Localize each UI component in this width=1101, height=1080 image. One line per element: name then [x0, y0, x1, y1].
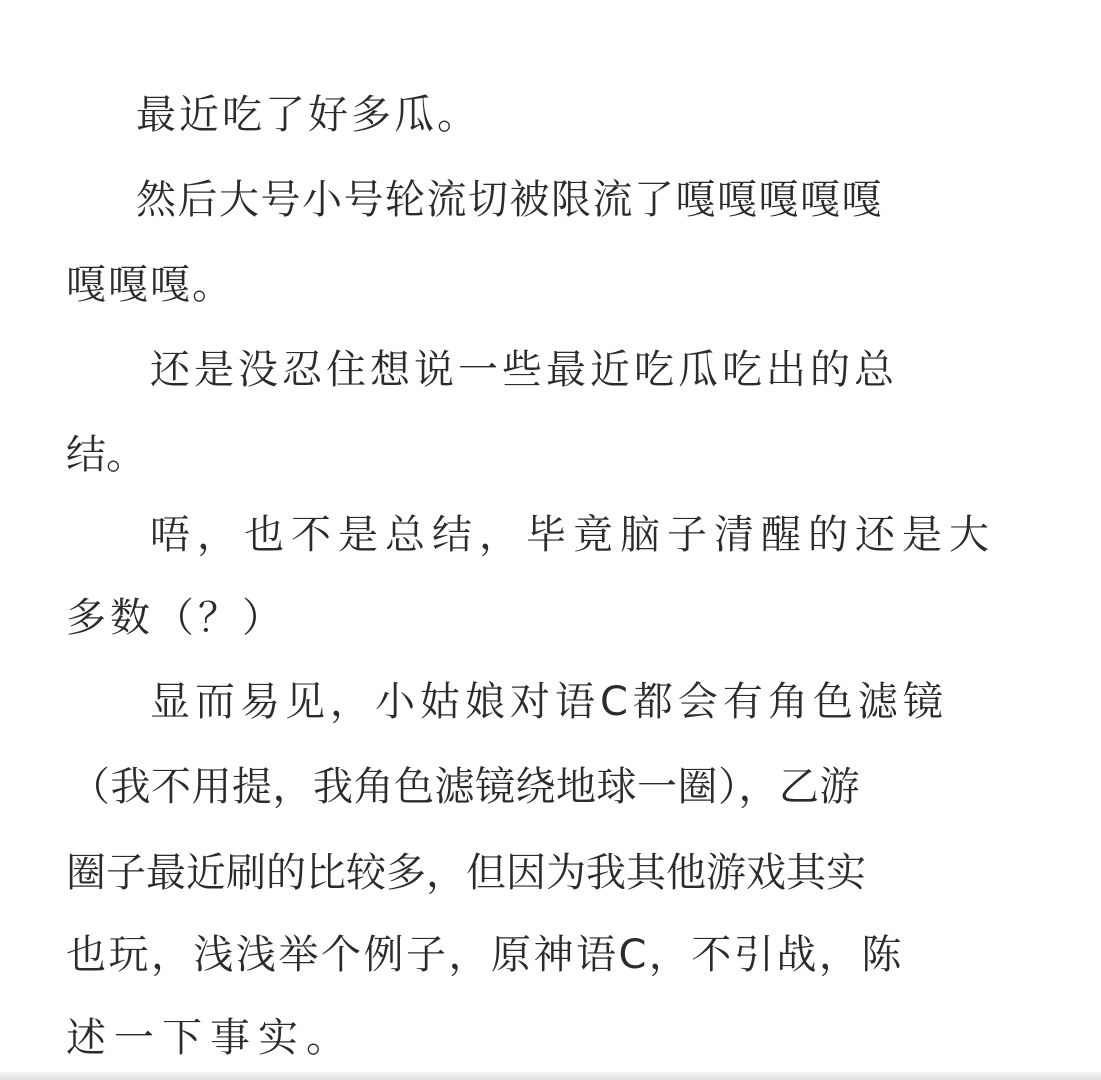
paragraph-5-line-4: 也玩，浅浅举个例子，原神语C，不引战，陈 [66, 932, 904, 978]
paragraph-5-line-3: 圈子最近刷的比较多，但因为我其他游戏其实 [66, 850, 866, 896]
paragraph-5-line-1: 显而易见，小姑娘对语C都会有角色滤镜 [150, 679, 948, 725]
paragraph-4-line-1: 唔，也不是总结，毕竟脑子清醒的还是大 [150, 512, 996, 558]
paragraph-3-line-1: 还是没忍住想说一些最近吃瓜吃出的总 [150, 347, 898, 393]
paragraph-2-line-1: 然后大号小号轮流切被限流了嘎嘎嘎嘎嘎 [136, 177, 883, 223]
paragraph-4-line-2: 多数（？） [66, 595, 286, 641]
paragraph-5-line-2: （我不用提，我角色滤镜绕地球一圈），乙游 [70, 764, 860, 810]
paragraph-3-line-2: 结。 [66, 432, 146, 478]
paragraph-5-line-5: 述一下事实。 [66, 1015, 354, 1061]
paragraph-2-line-2: 嘎嘎嘎。 [66, 262, 234, 308]
paragraph-1-line-1: 最近吃了好多瓜。 [136, 92, 480, 138]
page-bottom-divider [0, 1072, 1101, 1080]
